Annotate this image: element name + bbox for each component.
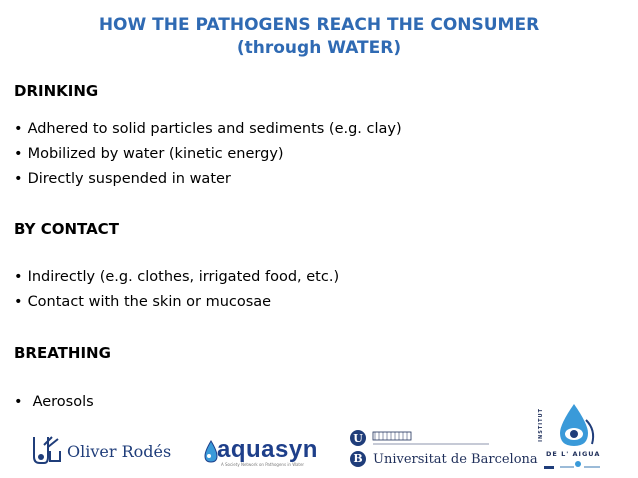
ia-name: DE L' AIGUA: [546, 450, 601, 458]
bullet-text: Adhered to solid particles and sediments (e.g. clay): [27, 121, 402, 137]
bullet-item: [14, 394, 94, 410]
ub-badge: B: [350, 451, 366, 467]
bullet-item: [14, 269, 339, 285]
aquasyn-tagline: A Society Network on Pathogens in Water: [221, 462, 305, 467]
slide-title-line1: HOW THE PATHOGENS REACH THE CONSUMER: [98, 15, 540, 35]
bullet-item: [14, 171, 231, 187]
ub-name: Universitat de Barcelona: [373, 452, 538, 467]
logo-oliver-rodes: [30, 433, 172, 467]
logo-universitat-barcelona: [349, 428, 538, 472]
bullet-icon: •: [14, 269, 23, 285]
aquasyn-wordmark: aquasyn: [217, 436, 318, 463]
oliver-rodes-name: Oliver Rodés: [67, 442, 172, 461]
bullet-text: Directly suspended in water: [27, 171, 231, 187]
bullet-icon: •: [14, 171, 23, 187]
svg-text:U: U: [353, 432, 363, 445]
bullet-item: [14, 294, 271, 310]
section-heading-breathing: BREATHING: [14, 344, 111, 362]
ub-crest-icon: [349, 428, 489, 448]
bullet-item: [14, 121, 402, 137]
bullet-icon: •: [14, 394, 23, 410]
bullet-icon: •: [14, 121, 23, 137]
logo-institut-aigua: [540, 402, 610, 474]
slide-title-line2: (through WATER): [236, 38, 402, 58]
section-heading-by-contact: BY CONTACT: [14, 220, 119, 238]
bullet-icon: •: [14, 294, 23, 310]
bullet-text: Indirectly (e.g. clothes, irrigated food, etc.): [27, 269, 340, 285]
ia-vertical-text: INSTITUT: [538, 408, 544, 442]
bullet-item: [14, 146, 284, 162]
water-drop-eye-icon: [552, 402, 602, 450]
slide-title: [0, 14, 638, 60]
flask-icon: [30, 433, 64, 467]
ia-partner-marks-icon: [544, 460, 604, 474]
section-heading-drinking: DRINKING: [14, 82, 99, 100]
bullet-text: Contact with the skin or mucosae: [27, 294, 272, 310]
bullet-text: Aerosols: [32, 394, 94, 410]
bullet-text: Mobilized by water (kinetic energy): [27, 146, 284, 162]
bullet-icon: •: [14, 146, 23, 162]
